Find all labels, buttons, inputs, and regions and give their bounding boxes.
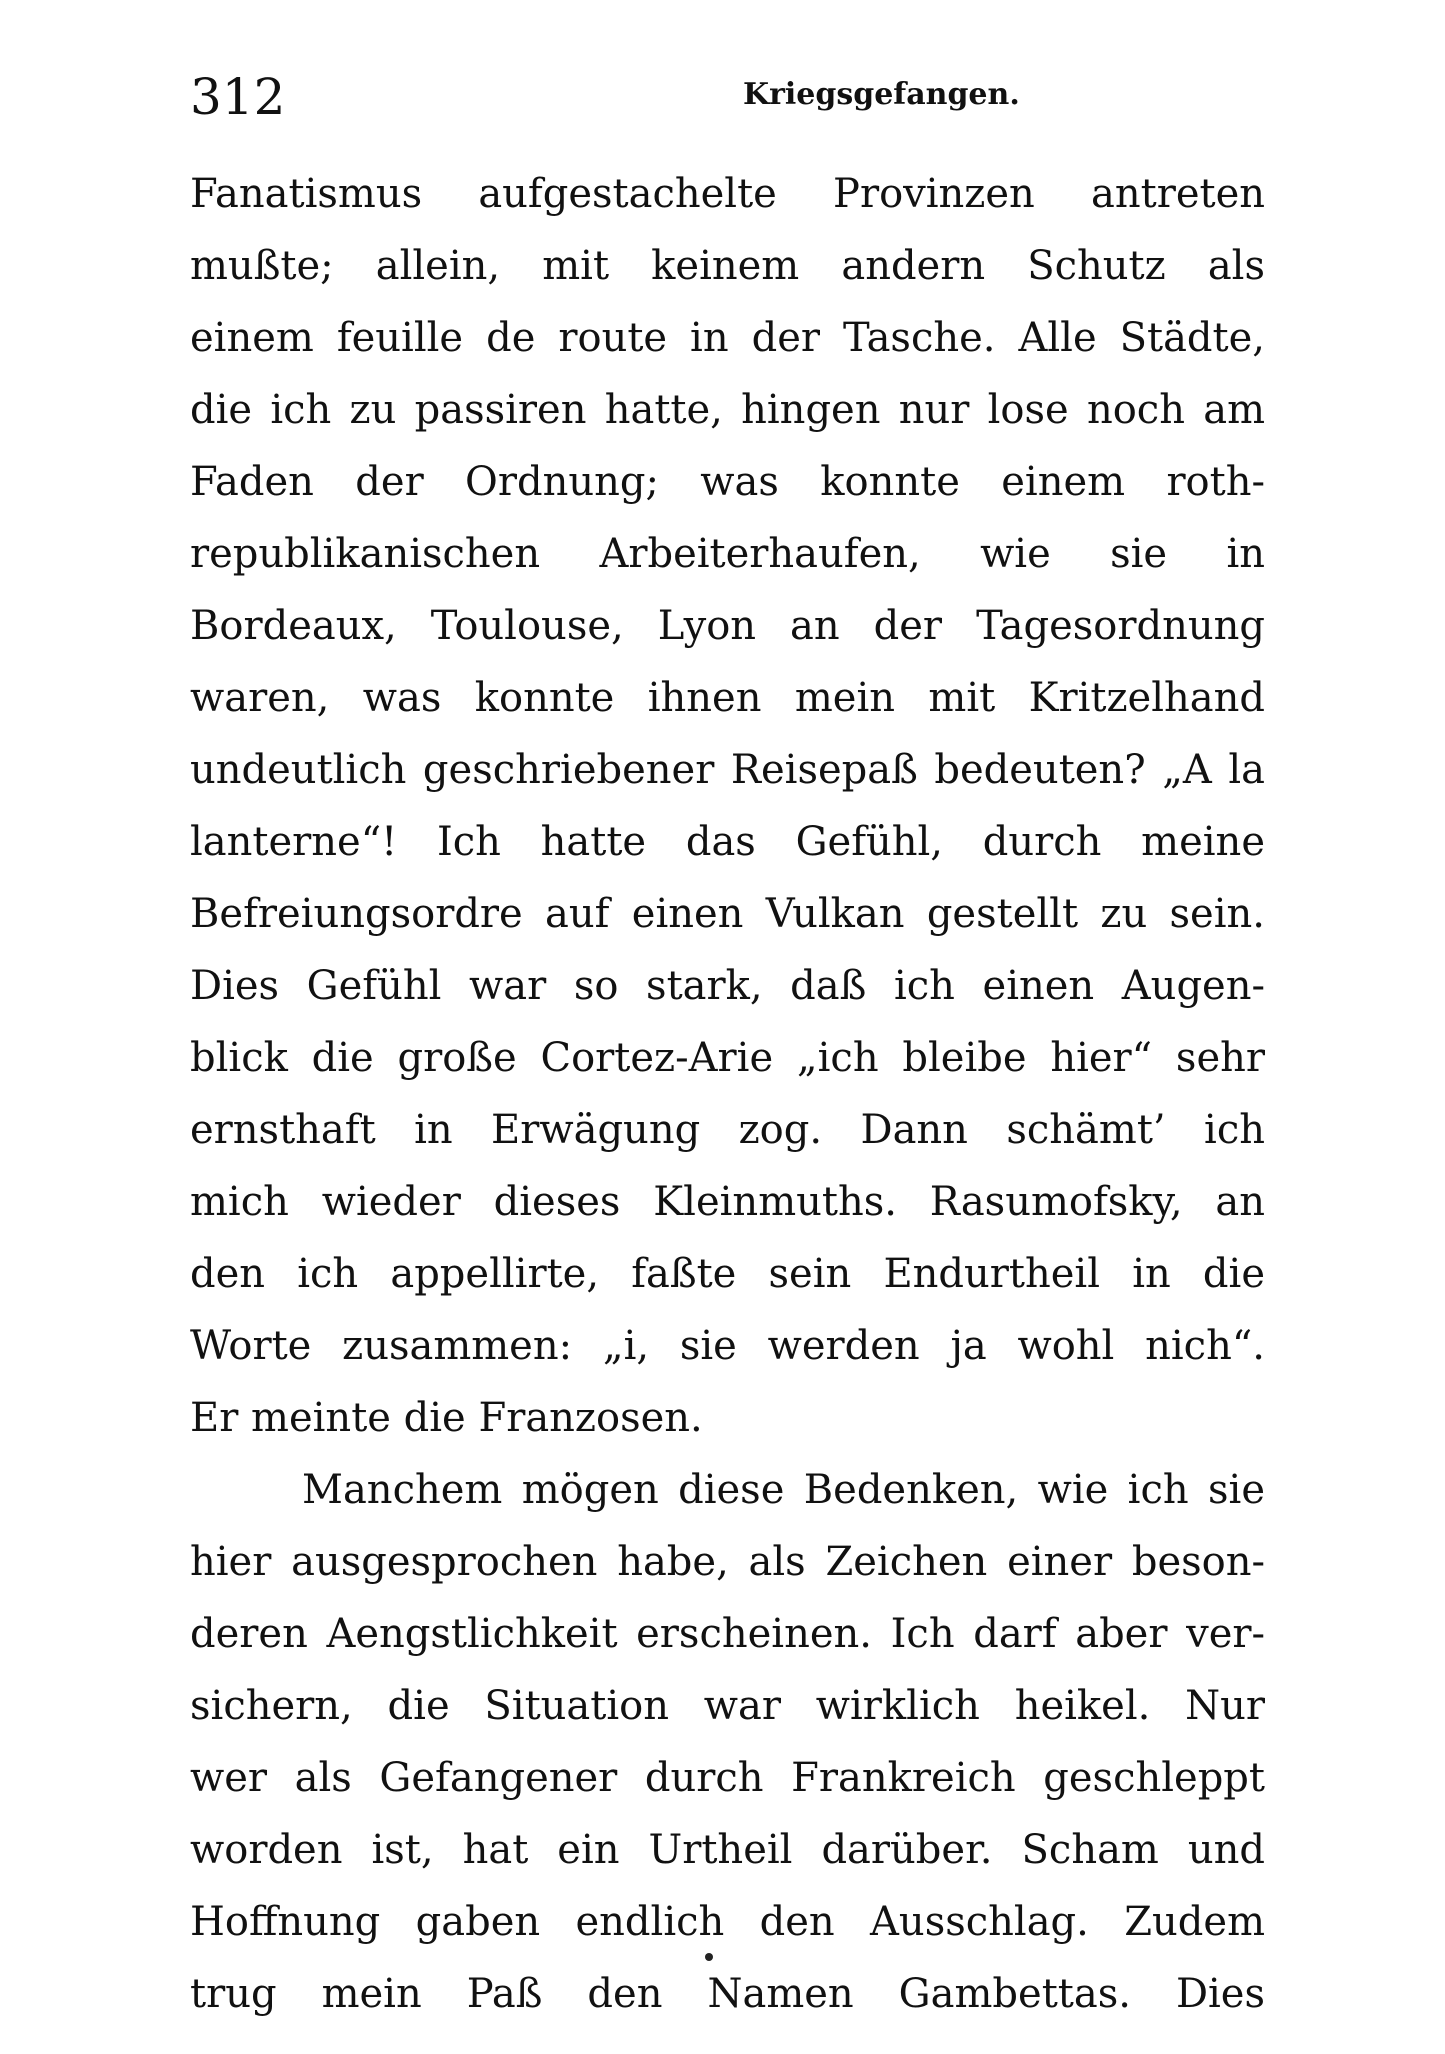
text-line: Faden der Ordnung; was konnte einem roth- [190, 459, 1265, 505]
text-line: sichern, die Situation war wirklich heikel. Nur [190, 1683, 1265, 1729]
text-line: lanterne“! Ich hatte das Gefühl, durch meine [190, 819, 1265, 865]
text-line: Dies Gefühl war so stark, daß ich einen Augen- [190, 963, 1265, 1009]
text-line: deren Aengstlichkeit erscheinen. Ich darf aber ver- [190, 1611, 1265, 1657]
text-line: undeutlich geschriebener Reisepaß bedeuten? „A la [190, 747, 1265, 793]
page-header [190, 62, 1265, 132]
text-line: Fanatismus aufgestachelte Provinzen antreten [190, 171, 1265, 217]
running-title: Kriegsgefangen. [743, 77, 1020, 112]
text-line: Worte zusammen: „i, sie werden ja wohl nich“. [190, 1323, 1265, 1369]
body-text [190, 158, 1265, 2030]
text-line: einem feuille de route in der Tasche. Alle Städte, [190, 315, 1265, 361]
text-line: mich wieder dieses Kleinmuths. Rasumofsky, an [190, 1179, 1265, 1225]
text-line: wer als Gefangener durch Frankreich geschleppt [190, 1755, 1265, 1801]
text-line: Hoffnung gaben endlich den Ausschlag. Zudem [190, 1899, 1265, 1945]
page-number: 312 [190, 68, 286, 126]
text-line: Befreiungsordre auf einen Vulkan gestellt zu sein. [190, 891, 1265, 937]
text-line: mußte; allein, mit keinem andern Schutz als [190, 243, 1265, 289]
text-line: Er meinte die Franzosen. [190, 1395, 703, 1441]
text-line: Manchem mögen diese Bedenken, wie ich sie [302, 1467, 1265, 1513]
text-line: worden ist, hat ein Urtheil darüber. Scham und [190, 1827, 1265, 1873]
text-line: waren, was konnte ihnen mein mit Kritzelhand [190, 675, 1265, 721]
text-line: Bordeaux, Toulouse, Lyon an der Tagesordnung [190, 603, 1265, 649]
print-speck [705, 1953, 713, 1961]
text-line: blick die große Cortez-Arie „ich bleibe hier“ sehr [190, 1035, 1265, 1081]
text-line: republikanischen Arbeiterhaufen, wie sie in [190, 531, 1265, 577]
text-line: die ich zu passiren hatte, hingen nur lose noch am [190, 387, 1265, 433]
text-line: hier ausgesprochen habe, als Zeichen einer beson- [190, 1539, 1265, 1585]
text-line: den ich appellirte, faßte sein Endurtheil in die [190, 1251, 1265, 1297]
text-line: ernsthaft in Erwägung zog. Dann schämt’ ich [190, 1107, 1265, 1153]
text-line: trug mein Paß den Namen Gambettas. Dies [190, 1971, 1265, 2017]
